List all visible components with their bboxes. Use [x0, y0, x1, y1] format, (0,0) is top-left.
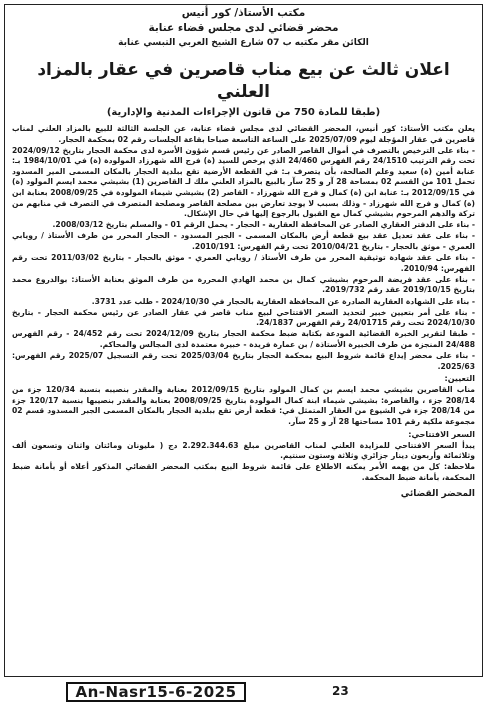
- bailiff-header: [12, 6, 475, 51]
- signature-label: المحضر القضائي: [400, 489, 475, 500]
- announcement-document: [12, 6, 475, 668]
- newspaper-edition-tag: An-Nasr15-6-2025: [66, 682, 246, 702]
- announcement-title: اعلان ثالث عن بيع مناب قاصرين في عقار بالمزاد العلني: [37, 60, 450, 102]
- legal-paragraph: - بناء على محضر إيداع قائمة شروط البيع بمحكمة الحجار بتاريخ 2025/03/04 تحت رقم التسجيل 2025/07 رقم الفهرس: 2025/63.: [12, 350, 475, 371]
- legal-paragraph: - بناء على عقد شهادة توثيقية المحرر من طرف الأستاذ / رويابي العمري - موثق بالحجار - بتاريخ 2011/03/02 تحت رقم الفهرس: 2010/94.: [12, 253, 475, 273]
- designation-heading: التعيين:: [444, 374, 475, 384]
- legal-paragraph: - بناء على أمر بتعيين خبير لتحديد السعر الافتتاحي لبيع مناب قاصر في عقار الصادر عن رئيس محكمة الحجار - بتاريخ 2024/10/30 تحت رقم 24/01715 رقم الفهرس 24/1837.: [12, 307, 475, 328]
- legal-paragraph: - بناء على عقد تعديل عقد بيع قطعة أرض بالمكان المسمى - الجبر المسدود - الحجار المحرر من طرف الأستاذ / رويابي العمري - موثق بالحجار - بتاريخ 2010/04/21 تحت رقم الفهرس: 2010/191.: [12, 231, 475, 252]
- page-footer: [4, 682, 483, 704]
- note-paragraph: ملاحظة: كل من يهمه الأمر يمكنه الاطلاع على قائمة شروط البيع بمكتب المحضر القضائي المذكور أعلاه أو بأمانة ضبط المحكمة، بأمانة ضبط المحكمة.: [12, 462, 475, 482]
- bailiff-title: محضر قضائي لدى مجلس قضاء عنابة: [148, 22, 339, 34]
- office-name: مكتب الأستاذ/ كور أنيس: [181, 7, 306, 19]
- price-heading: السعر الافتتاحي:: [408, 429, 475, 439]
- intro-paragraph: يعلن مكتب الأستاذ: كور أنيس، المحضر القضائي لدى مجلس قضاء عنابة، عن الجلسة الثالثة للبيع بالمزاد العلني لمناب قاصرين في عقار المؤجلة ليوم 2025/07/09 على الساعة التاسعة صباحا بقاعة الجلسات رقم 02 بمحكمة الحجار.: [12, 124, 475, 144]
- office-address: الكائن مقر مكتبه ب 07 شارع الشيخ العربي التبسي عنابة: [118, 38, 369, 48]
- legal-paragraph: - بناء على عقد فريضة المرحوم بشيشي كمال بن محمد الهادي المحررة من طرف الموثق بعنابة الأستاذ: بوالدروع محمد بتاريخ 2019/10/15 عقد رقم 2019/732.: [12, 274, 475, 295]
- announcement-body: [12, 124, 475, 500]
- price-paragraph: يبدأ السعر الافتتاحي للمزايدة العلني لمناب القاصرين مبلغ 2.292.344.63 دج ( مليونان ومائتان واثنان وتسعون ألف وثلاثمائة وأربعون دينار جزائري وثلاثة وستون سنتيم.: [12, 440, 476, 461]
- legal-paragraph: - طبقا لتقرير الخبرة القضائية المودعة بكتابة ضبط محكمة الحجار بتاريخ 2024/12/09 تحت رقم 24/452 - رقم الفهرس 24/488 المنجزة من طرف الخبيرة الأستاذة / بن عمارة فريدة - خبيرة معتمدة لدى المجالس والمحاكم.: [12, 329, 475, 349]
- legal-paragraph: - بناء على الترخيص بالتصرف في أموال القاصر الصادر عن رئيس قسم شؤون الأسرة لدى محكمة الحجار بتاريخ 2024/09/12 تحت رقم الترتيب 24/1510 رقم الفهرس 24/460 الذي يرخص للسيد (ة) فرج الله شهرزاد المولودة (ة) في 1984/10/01 بـ: عنابة أمين (ة) سعيد وعلم الصالحة، بأن يتصرف بـ: في القطعة الأرضية تقع ببلدية الحجار بالمكان المسمى المير المسدود تحمل 101 من القسم 02 بمساحة 28 آر و 25 سآر بالبيع بالمزاد العلني ملك لـ القاصرين (1) بشيشي محمد ايسم المولود (ة) في 2012/09/15 بـ: عنابة ابن (ة) كمال و فرج الله شهرزاد - القاصر (2) بشيشي شيماء المولودة في 2008/09/25 بعنابة ابن (ة) كمال و فرج الله شهرزاد - وذلك بسبب لا يوجد تعارض بين مصلحة القاصر ومصلحة المتصرف في التصرف في منابهم من تركة والدهم المرحوم بشيشي كمال مع القبول بالرجوع إليها في حال الإشكال.: [12, 145, 475, 219]
- legal-paragraph: - بناء على الشهادة العقارية الصادرة عن المحافظة العقارية بالحجار في 2024/10/30 - طلب عدد 3731.: [91, 296, 475, 306]
- page-number: 23: [332, 684, 349, 698]
- designation-paragraph: مناب القاصرين بشيشي محمد ايسم بن كمال المولود بتاريخ 2012/09/15 بعنابة والمقدر بنصيبه بنسبة 120/34 جزء من 208/14 جزء ، والقاصرة: بشيشي شيماء ابنة كمال المولودة بتاريخ 2008/09/25 بعنابة والمقدر بنصيبها بنسبة 120/17 جزء من 208/14 جزء في الشيوع من العقار المتمثل في: قطعة أرض تقع ببلدية الحجار بالمكان المسمى الجبر المسدود قسم 02 مجموعة ملكية رقم 101 مساحتها 28 آر و 25 سآر.: [12, 385, 476, 426]
- announcement-subtitle: (طبقا للمادة 750 من قانون الإجراءات المدنية والإدارية): [106, 107, 381, 118]
- legal-paragraph: - بناء على الدفتر العقاري الصادر عن المحافظة العقارية - الحجار - يحمل الرقم 01 - والمسلم بتاريخ 2008/03/12.: [52, 220, 475, 230]
